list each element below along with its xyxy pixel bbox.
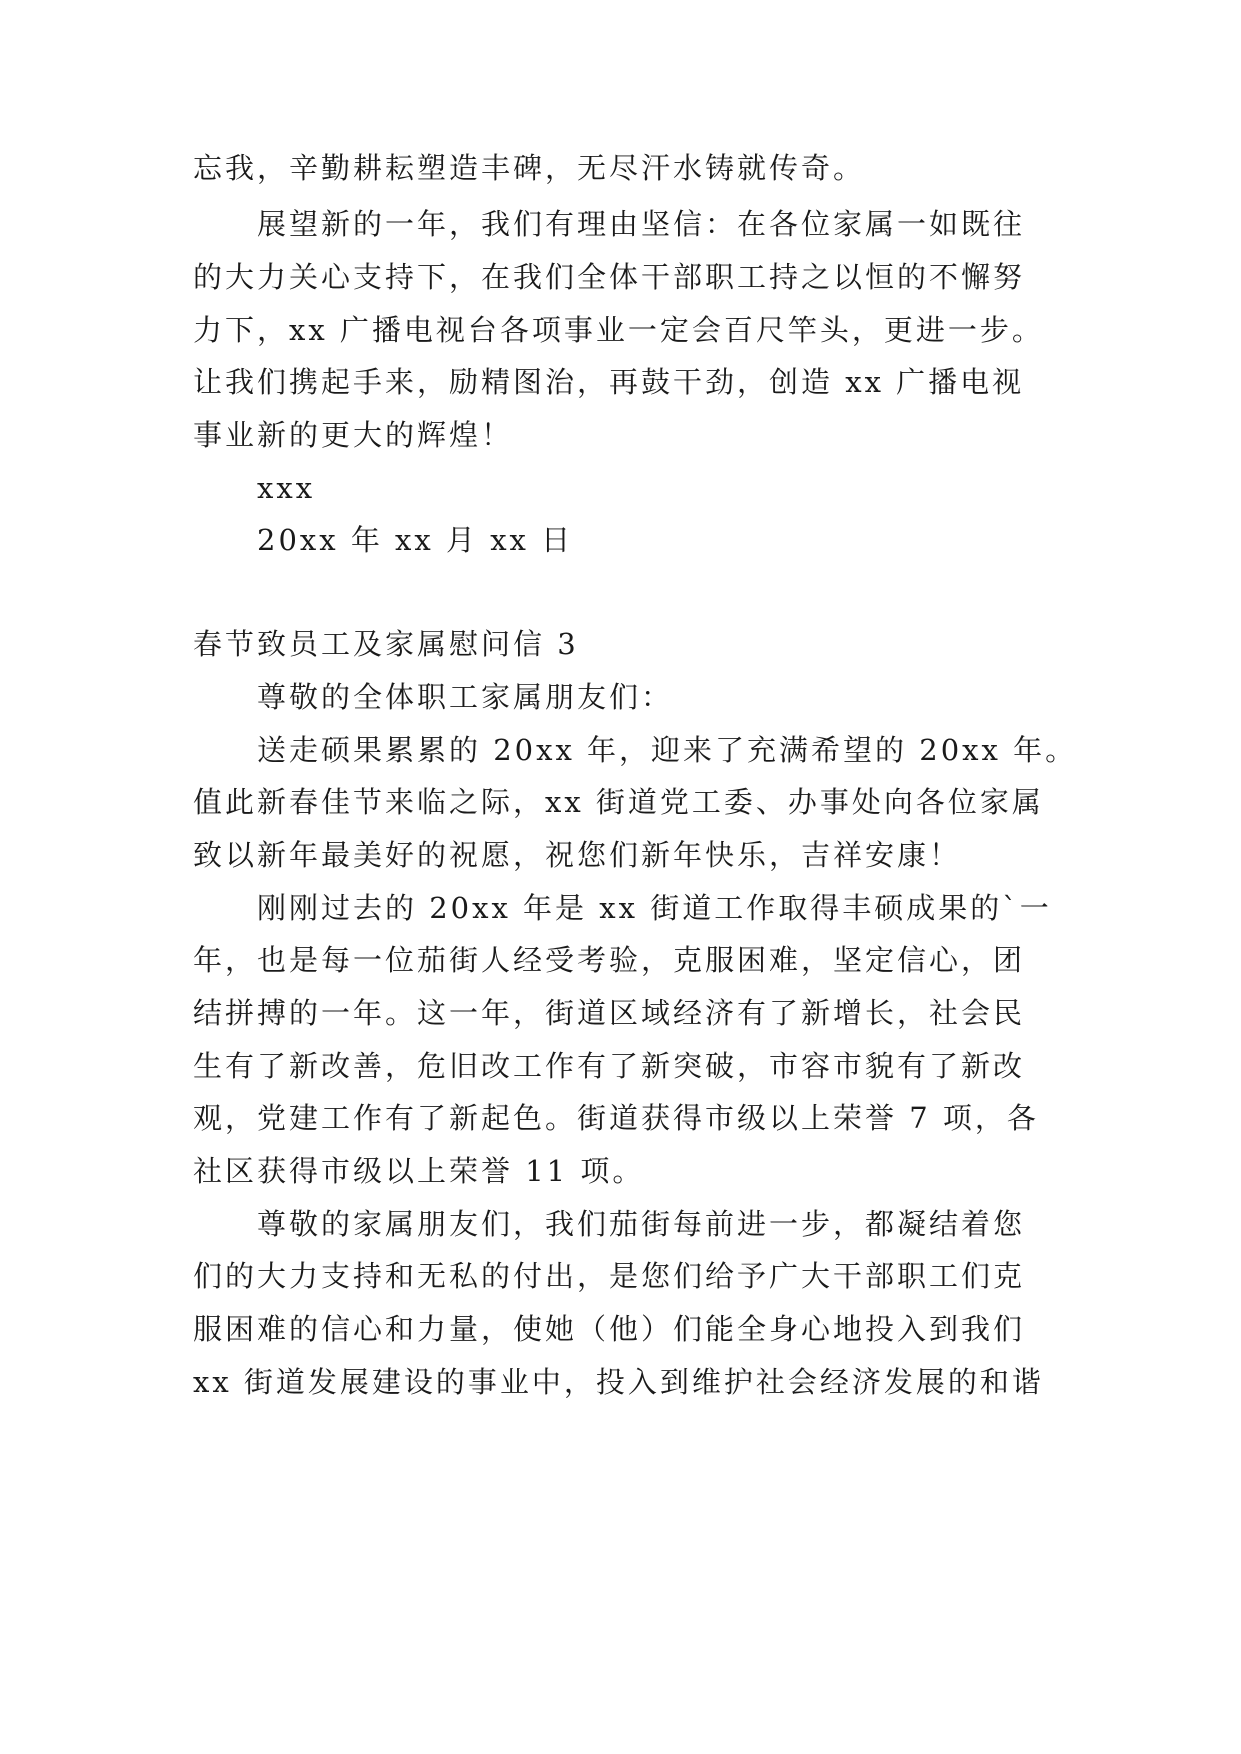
paragraph-line: 忘我，辛勤耕耘塑造丰碑，无尽汗水铸就传奇。	[193, 151, 866, 185]
salutation: 尊敬的全体职工家属朋友们：	[257, 680, 674, 714]
paragraph-line: 力下，xx 广播电视台各项事业一定会百尺竿头，更进一步。	[193, 313, 1044, 347]
paragraph-line: 社区获得市级以上荣誉 11 项。	[193, 1154, 645, 1188]
paragraph-line: 展望新的一年，我们有理由坚信：在各位家属一如既往	[257, 207, 1026, 241]
paragraph-line: 尊敬的家属朋友们，我们茄街每前进一步，都凝结着您	[257, 1207, 1026, 1241]
paragraph-line: 生有了新改善，危旧改工作有了新突破，市容市貌有了新改	[193, 1049, 1026, 1083]
paragraph-line: 服困难的信心和力量，使她（他）们能全身心地投入到我们	[193, 1312, 1026, 1346]
paragraph-line: 年，也是每一位茄街人经受考验，克服困难，坚定信心，团	[193, 943, 1026, 977]
section-title: 春节致员工及家属慰问信 3	[193, 627, 579, 661]
paragraph-line: 结拼搏的一年。这一年，街道区域经济有了新增长，社会民	[193, 996, 1026, 1030]
paragraph-line: 的大力关心支持下，在我们全体干部职工持之以恒的不懈努	[193, 260, 1026, 294]
paragraph-line: 刚刚过去的 20xx 年是 xx 街道工作取得丰硕成果的`一	[257, 891, 1052, 925]
paragraph-line: 致以新年最美好的祝愿，祝您们新年快乐，吉祥安康！	[193, 838, 962, 872]
signature-date: 20xx 年 xx 月 xx 日	[257, 523, 574, 557]
paragraph-line: 值此新春佳节来临之际，xx 街道党工委、办事处向各位家属	[193, 785, 1044, 819]
paragraph-line: 送走硕果累累的 20xx 年，迎来了充满希望的 20xx 年。	[257, 733, 1078, 767]
paragraph-line: 们的大力支持和无私的付出，是您们给予广大干部职工们克	[193, 1259, 1026, 1293]
paragraph-line: 让我们携起手来，励精图治，再鼓干劲，创造 xx 广播电视	[193, 365, 1025, 399]
signature-name: xxx	[257, 471, 316, 505]
paragraph-line: xx 街道发展建设的事业中，投入到维护社会经济发展的和谐	[193, 1365, 1044, 1399]
paragraph-line: 事业新的更大的辉煌！	[193, 418, 514, 452]
paragraph-line: 观，党建工作有了新起色。街道获得市级以上荣誉 7 项，各	[193, 1101, 1039, 1135]
